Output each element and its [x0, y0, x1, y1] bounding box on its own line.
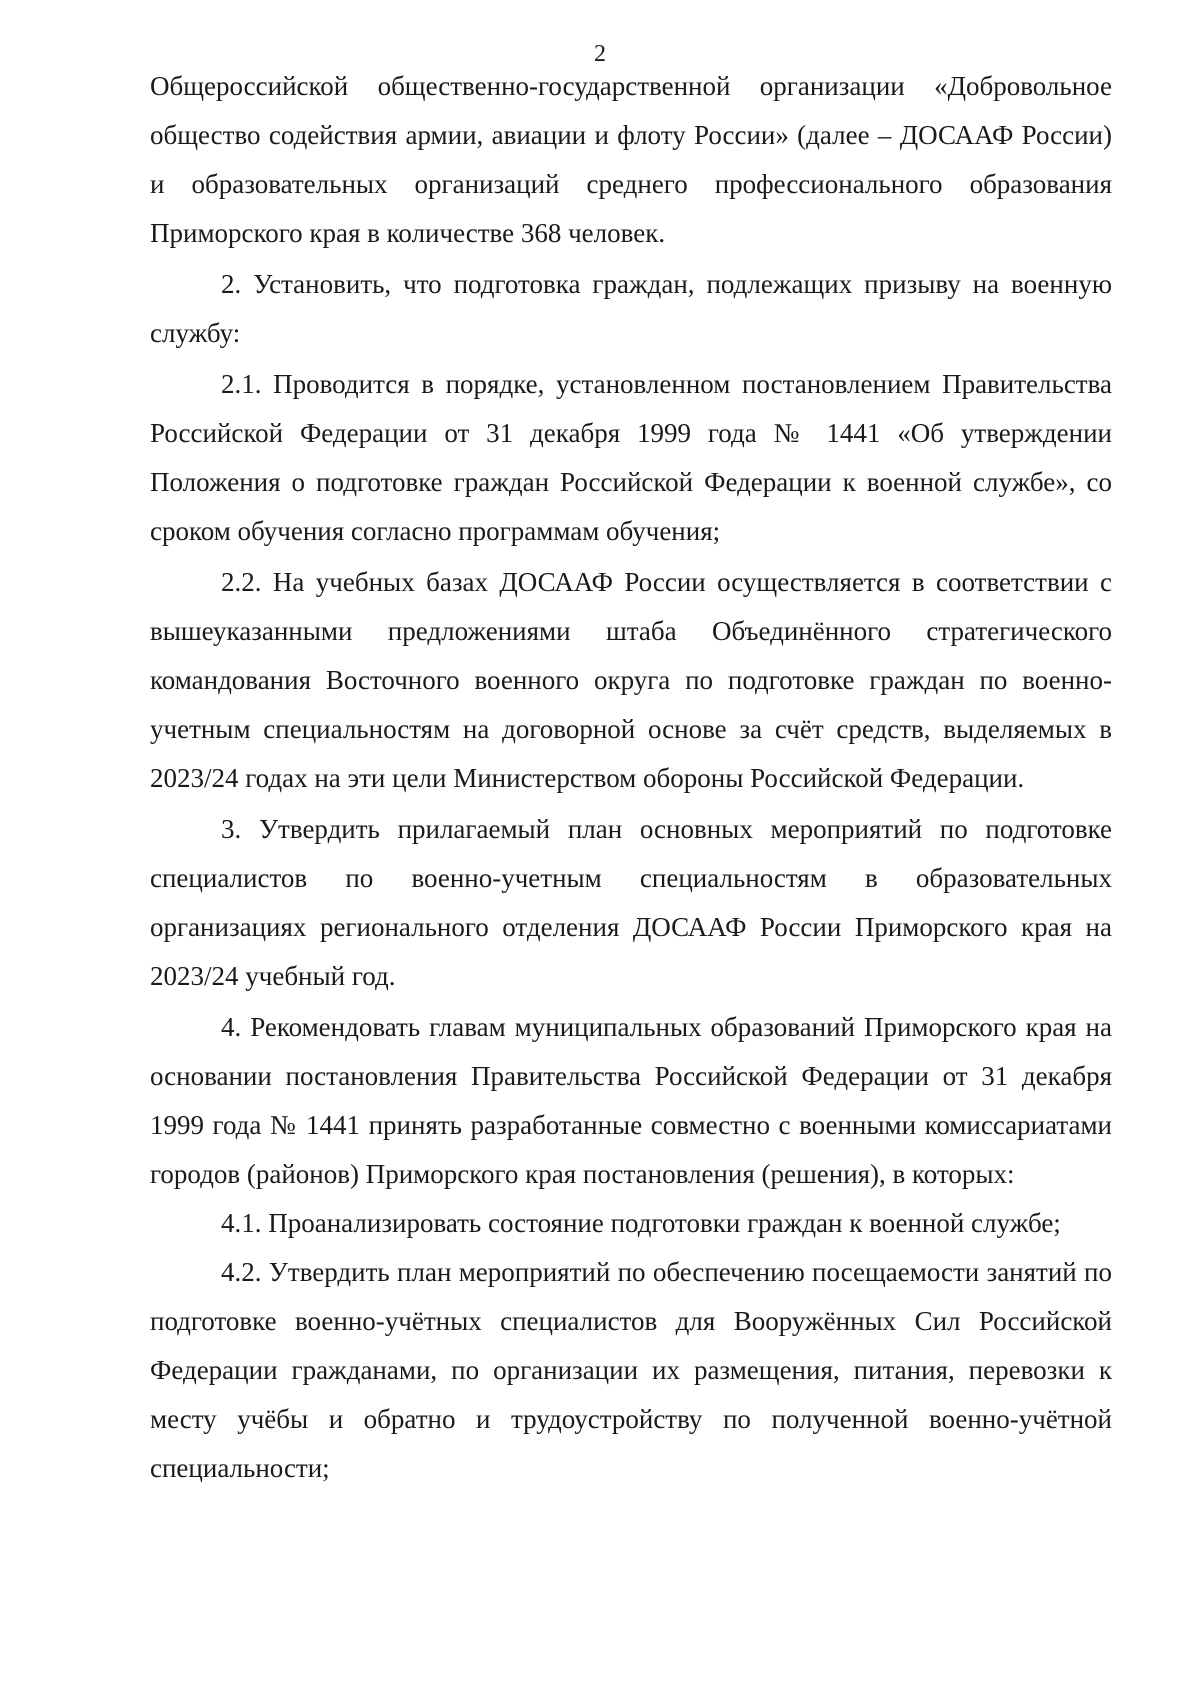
paragraph-item-4-2: 4.2. Утвердить план мероприятий по обеспечению посещаемости занятий по подготовке военно-учётных специалистов для Вооружённых Сил Российской Федерации гражданами, по организации их размещения, питания, перевозки к месту учёбы и обратно и трудоустройству по полученной военно-учётной специальности;: [150, 1257, 1112, 1483]
paragraph-item-2-1: 2.1. Проводится в порядке, установленном постановлением Правительства Российской Федерации от 31 декабря 1999 года № 1441 «Об утверждении Положения о подготовке граждан Российской Федерации к военной службе», со сроком обучения согласно программам обучения;: [150, 369, 1112, 546]
paragraph-item-2: 2. Установить, что подготовка граждан, подлежащих призыву на военную службу:: [150, 269, 1112, 348]
paragraph-item-3: 3. Утвердить прилагаемый план основных мероприятий по подготовке специалистов по военно-учетным специальностям в образовательных организациях регионального отделения ДОСААФ России Приморского края на 2023/24 учебный год.: [150, 814, 1112, 991]
paragraph-continuation: Общероссийской общественно-государственной организации «Добровольное общество содействия армии, авиации и флоту России» (далее – ДОСААФ России) и образовательных организаций среднего профессионального образования Приморского края в количестве 368 человек.: [150, 71, 1112, 248]
paragraph-item-2-2: 2.2. На учебных базах ДОСААФ России осуществляется в соответствии с вышеуказанными предложениями штаба Объединённого стратегического командования Восточного военного округа по подготовке граждан по военно-учетным специальностям на договорной основе за счёт средств, выделяемых в 2023/24 годах на эти цели Министерством обороны Российской Федерации.: [150, 567, 1112, 793]
document-body: [150, 62, 1112, 1493]
paragraph-item-4: 4. Рекомендовать главам муниципальных образований Приморского края на основании постановления Правительства Российской Федерации от 31 декабря 1999 года № 1441 принять разработанные совместно с военными комиссариатами городов (районов) Приморского края постановления (решения), в которых:: [150, 1012, 1112, 1189]
page-number: 2: [594, 41, 606, 67]
paragraph-item-4-1: 4.1. Проанализировать состояние подготовки граждан к военной службе;: [221, 1208, 1061, 1238]
